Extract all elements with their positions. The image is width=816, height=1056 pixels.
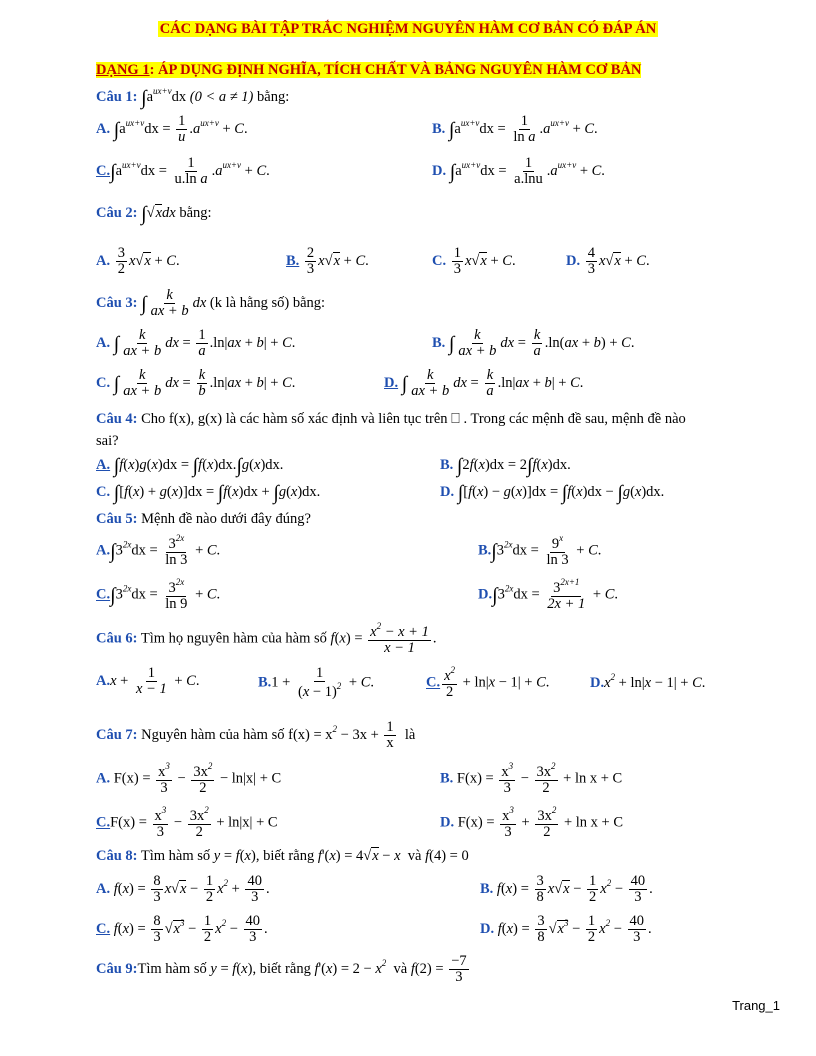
question-6: Câu 6: Tìm họ nguyên hàm của hàm số f(x) = $\frac{x^2 - x + 1}{x - 1}$ . <box>96 621 437 657</box>
q4-option-a[interactable]: A. ∫f(x)g(x)dx = ∫f(x)dx.∫g(x)dx. <box>96 455 284 477</box>
q8-option-c[interactable]: C. f(x) = $\frac{8}{3}$ $√x^3$ − $\frac{1}{2}$ $x^2$ − $\frac{40}{3}$ . <box>96 913 268 946</box>
q4-option-c[interactable]: C. ∫[f(x) + g(x)]dx = ∫f(x)dx + ∫g(x)dx. <box>96 482 321 504</box>
q5-option-d[interactable]: $D.\int 3^{2x}dx$ = $\frac{3^{2x+1}}{2x + 1}$ + C. <box>478 577 618 613</box>
question-1: Câu 1: $\int a^{ux+v}dx$ (0 < a ≠ 1) bằng: <box>96 86 290 109</box>
q5-option-a[interactable]: $A.\int 3^{2x}dx$ = $\frac{3^{2x}}{\ln 3}$ + C. <box>96 533 221 569</box>
q6-option-c[interactable]: C. $\frac{x^2}{2}$ + ln|x − 1| + C. <box>426 665 550 701</box>
q7-option-b[interactable]: B. F(x) = $\frac{x^3}{3}$ − $\frac{3x^2}{2}$ + ln x + C <box>440 761 623 797</box>
q2-option-c[interactable]: C. $\frac{1}{3}$ x√x + C. <box>432 245 516 278</box>
q5-option-c[interactable]: $C.\int 3^{2x}dx$ = $\frac{3^{2x}}{\ln 9}$ + C. <box>96 577 221 613</box>
q2-option-a[interactable]: A. $\frac{3}{2}$ x√x + C. <box>96 245 180 278</box>
question-3: Câu 3: ∫ $\frac{k}{ax + b}$ dx (k là hằng số) bằng: <box>96 287 326 320</box>
q2-option-d[interactable]: D. $\frac{4}{3}$ x√x + C. <box>566 245 650 278</box>
q6-option-b[interactable]: B.1 + $\frac{1}{(x - 1)^2}$ + C. <box>258 665 375 701</box>
question-2: Câu 2: ∫√xdx bằng: <box>96 203 212 225</box>
question-8: Câu 8: Tìm hàm số y = f(x), biết rằng f'(x) = 4√x − x và f(4) = 0 <box>96 848 469 864</box>
q1-option-d[interactable]: D. $\int a^{ux+v}dx$ = $\frac{1}{a.\ln u}$ $.a^{ux+v} + C$. <box>432 155 605 188</box>
q1-option-c[interactable]: $C.\int a^{ux+v}dx$ = $\frac{1}{\text{u.ln a}}$ $.a^{ux+v} + C$. <box>96 155 270 188</box>
question-4: Câu 4: Cho f(x), g(x) là các hàm số xác định và liên tục trên ⎕ . Trong các mệnh đề sau, mệnh đề nào <box>96 411 686 427</box>
question-9: Câu 9:Tìm hàm số y = f(x), biết rằng $f'(x) = 2 - x^2$ và f(2) = $\frac{-7}{3}$ <box>96 953 467 986</box>
q5-option-b[interactable]: $B.\int 3^{2x}dx$ = $\frac{9^x}{\ln 3}$ + C. <box>478 533 602 569</box>
question-5: Câu 5: Mệnh đề nào dưới đây đúng? <box>96 511 311 527</box>
q6-option-d[interactable]: $D.x^2 + \ln|x - 1| + C$. <box>590 672 706 691</box>
document-title: CÁC DẠNG BÀI TẬP TRẮC NGHIỆM NGUYÊN HÀM CƠ BẢN CÓ ĐÁP ÁN <box>159 21 657 37</box>
q8-option-b[interactable]: B. f(x) = $\frac{3}{8}$ x√x − $\frac{1}{2}$ $x^2$ − $\frac{40}{3}$ . <box>480 873 653 906</box>
section-heading: DẠNG 1: ÁP DỤNG ĐỊNH NGHĨA, TÍCH CHẤT VÀ BẢNG NGUYÊN HÀM CƠ BẢN <box>96 62 642 78</box>
q2-option-b[interactable]: B. $\frac{2}{3}$ x√x + C. <box>286 245 369 278</box>
page-number: Trang_1 <box>732 998 780 1013</box>
q3-option-b[interactable]: B. ∫ $\frac{k}{ax + b}$ dx = $\frac{k}{a}$ .ln(ax + b) + C. <box>432 327 635 360</box>
q7-option-d[interactable]: D. F(x) = $\frac{x^3}{3}$ + $\frac{3x^2}{2}$ + ln x + C <box>440 805 624 841</box>
q4-option-d[interactable]: D. ∫[f(x) − g(x)]dx = ∫f(x)dx − ∫g(x)dx. <box>440 482 665 504</box>
q7-option-a[interactable]: A. F(x) = $\frac{x^3}{3}$ − $\frac{3x^2}{2}$ − ln|x| + C <box>96 761 282 797</box>
question-7: Câu 7: Nguyên hàm của hàm số $f(x) = x^2 - 3x$ + $\frac{1}{x}$ là <box>96 719 416 752</box>
q8-option-d[interactable]: D. f(x) = $\frac{3}{8}$ $√x^3$ − $\frac{1}{2}$ $x^2$ − $\frac{40}{3}$ . <box>480 913 652 946</box>
q3-option-a[interactable]: A. ∫ $\frac{k}{ax + b}$ dx = $\frac{1}{a}$ .ln|ax + b| + C. <box>96 327 296 360</box>
q3-option-d[interactable]: D. ∫ $\frac{k}{ax + b}$ dx = $\frac{k}{a}$ .ln|ax + b| + C. <box>384 367 584 400</box>
question-4-continued: sai? <box>96 433 119 449</box>
q8-option-a[interactable]: A. f(x) = $\frac{8}{3}$ x√x − $\frac{1}{2}$ $x^2$ + $\frac{40}{3}$ . <box>96 873 270 906</box>
q7-option-c[interactable]: C.F(x) = $\frac{x^3}{3}$ − $\frac{3x^2}{2}$ + ln|x| + C <box>96 805 278 841</box>
q1-option-a[interactable]: A. $\int a^{ux+v}dx$ = $\frac{1}{u}$ $.a^{ux+v} + C$. <box>96 113 248 146</box>
q1-option-b[interactable]: B. $\int a^{ux+v}dx$ = $\frac{1}{\text{ln a}}$ $.a^{ux+v} + C$. <box>432 113 598 146</box>
q6-option-a[interactable]: A.x + $\frac{1}{x - 1}$ + C. <box>96 665 200 698</box>
q4-option-b[interactable]: B. ∫2f(x)dx = 2∫f(x)dx. <box>440 455 571 477</box>
q3-option-c[interactable]: C. ∫ $\frac{k}{ax + b}$ dx = $\frac{k}{b}$ .ln|ax + b| + C. <box>96 367 296 400</box>
